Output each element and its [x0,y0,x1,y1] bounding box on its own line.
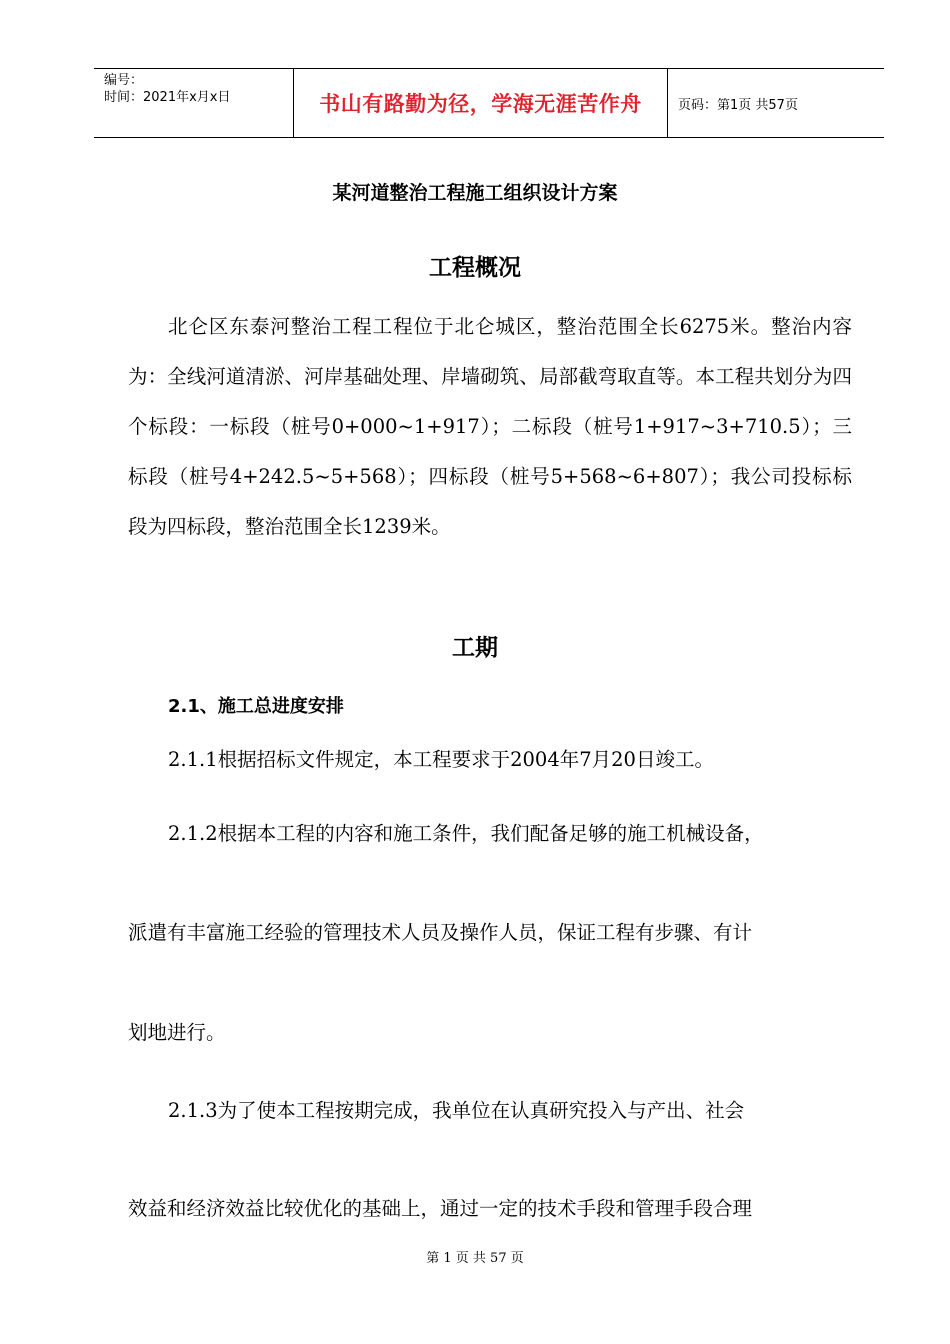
header-page-cell [668,69,884,137]
header-motto: 书山有路勤为径，学海无涯苦作舟 [319,92,642,116]
document-number-label: 编号： [104,73,144,88]
page-header-table [94,68,884,138]
section-title-overview: 工程概况 [429,255,521,281]
item-2-1-2-line-2: 派遣有丰富施工经验的管理技术人员及操作人员，保证工程有步骤、有计 [128,921,753,944]
section-title-schedule: 工期 [452,635,498,661]
subsection-title: 2.1、施工总进度安排 [168,696,344,717]
header-motto-cell [294,69,668,137]
header-meta-cell [94,69,294,137]
item-2-1-1: 2.1.1根据招标文件规定，本工程要求于2004年7月20日竣工。 [168,748,714,771]
document-title: 某河道整治工程施工组织设计方案 [332,182,618,204]
item-2-1-3-line-1: 2.1.3为了使本工程按期完成，我单位在认真研究投入与产出、社会 [168,1099,745,1122]
page-footer: 第 1 页 共 57 页 [426,1251,524,1266]
item-2-1-2-line-3: 划地进行。 [128,1021,226,1044]
overview-paragraph: 北仑区东泰河整治工程工程位于北仑城区，整治范围全长6275米。整治内容为：全线河道清淤、河岸基础处理、岸墙砌筑、局部截弯取直等。本工程共划分为四个标段：一标段（桩号0+000~1+917）；二标段（桩号1+917~3+710.5）；三标段（桩号4+242.5~5+568）；四标段（桩号5+568~6+807）；我公司投标标段为四标段，整治范围全长1239米。 [128,315,852,538]
document-time-label: 时间：2021年x月x日 [104,90,231,105]
item-2-1-3-line-2: 效益和经济效益比较优化的基础上，通过一定的技术手段和管理手段合理 [128,1197,753,1220]
item-2-1-2-line-1: 2.1.2根据本工程的内容和施工条件，我们配备足够的施工机械设备， [168,822,764,845]
header-page-number: 页码：第1页 共57页 [678,97,798,113]
